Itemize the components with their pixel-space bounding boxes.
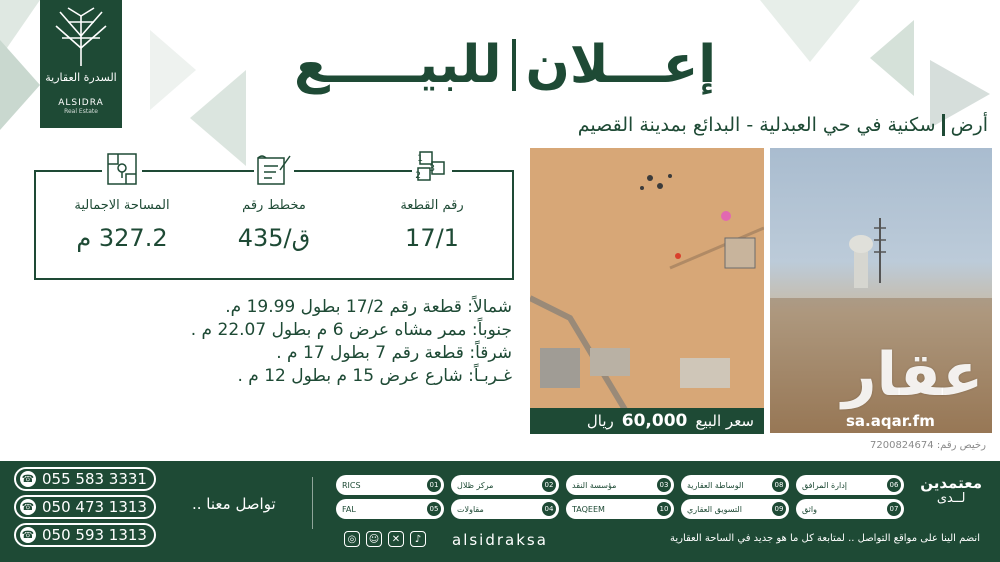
license-label: رخيص رقم:	[936, 440, 986, 451]
border-west: غـربـاً: شارع عرض 15 م بطول 12 م .	[237, 366, 512, 386]
decor-triangle	[870, 20, 914, 96]
satellite-map	[530, 148, 764, 433]
badge-item: إدارة المرافق 06	[796, 475, 904, 495]
badge-item: FAL 05	[336, 499, 444, 519]
title-part-for-sale: للبيـــــع	[293, 35, 502, 95]
svg-text:1: 1	[417, 154, 423, 164]
decor-triangle	[0, 40, 40, 130]
price-banner	[530, 408, 764, 434]
subtitle-divider	[942, 114, 945, 136]
badge-item: مركز ظلال 02	[451, 475, 559, 495]
badge-item: واثق 07	[796, 499, 904, 519]
aqar-watermark: عقار	[842, 340, 984, 410]
spec-label: مخطط رقم	[242, 198, 306, 213]
phone-number[interactable]: ☎ 050 473 1313	[14, 495, 156, 519]
license-number	[870, 440, 986, 451]
border-south: جنوباً: ممر مشاه عرض 6 م بطول 22.07 م .	[190, 320, 512, 340]
plot-numbers-icon	[412, 150, 452, 190]
phone-icon: ☎	[20, 527, 36, 543]
phone-number[interactable]: ☎ 050 593 1313	[14, 523, 156, 547]
badge-item: مؤسسة النقد 03	[566, 475, 674, 495]
social-handle[interactable]: alsidraksa	[452, 531, 548, 549]
spec-plot-number	[362, 154, 502, 282]
price-amount: 60,000	[621, 411, 688, 431]
decor-triangle	[190, 70, 246, 166]
footer-divider	[312, 477, 313, 529]
phone-number[interactable]: ☎ 055 583 3331	[14, 467, 156, 491]
spec-label: المساحة الاجمالية	[74, 198, 170, 213]
x-icon[interactable]: ✕	[388, 531, 404, 547]
location-pin-icon	[675, 253, 681, 259]
join-text: انضم الينا على مواقع التواصل .. لمتابعة كل ما هو جديد في الساحة العقارية	[669, 533, 980, 544]
price-currency: ريال	[586, 412, 614, 430]
badge-item: RICS 01	[336, 475, 444, 495]
svg-text:2: 2	[415, 171, 421, 181]
logo-tagline: Real Estate	[64, 108, 98, 115]
sidra-tree-icon	[48, 6, 114, 66]
property-location: سكنية في حي العبدلية - البدائع بمدينة القصيم	[577, 114, 936, 136]
blueprint-icon	[254, 150, 294, 190]
badge-item: TAQEEM 10	[566, 499, 674, 519]
decor-triangle	[760, 0, 860, 62]
phone-list	[14, 467, 156, 551]
footer	[0, 461, 1000, 562]
badge-item: مقاولات 04	[451, 499, 559, 519]
badge-item: التسويق العقاري 09	[681, 499, 789, 519]
badge-item: الوساطة العقارية 08	[681, 475, 789, 495]
contact-label: تواصل معنا ..	[192, 495, 276, 513]
phone-icon: ☎	[20, 499, 36, 515]
listing-subtitle	[578, 114, 988, 136]
accreditation-badges	[336, 475, 902, 519]
aqar-watermark-site: sa.aqar.fm	[846, 412, 935, 430]
instagram-icon[interactable]: ◎	[344, 531, 360, 547]
company-logo	[40, 0, 122, 128]
phone-icon: ☎	[20, 471, 36, 487]
title-part-announcement: إعـــلان	[525, 35, 717, 95]
license-value: 7200824674	[870, 440, 934, 451]
spec-total-area	[52, 172, 192, 282]
border-north: شمالاً: قطعة رقم 17/2 بطول 19.99 م.	[225, 297, 512, 317]
spec-label: رقم القطعة	[400, 198, 464, 213]
snapchat-icon[interactable]: ☺	[366, 531, 382, 547]
social-links	[344, 531, 426, 547]
area-map-icon	[102, 150, 142, 190]
spec-plan-number	[204, 172, 344, 282]
spec-value: 17/1	[405, 224, 459, 252]
property-type: أرض	[950, 114, 988, 136]
spec-value: 327.2 م	[76, 224, 168, 252]
border-east: شرقاً: قطعة رقم 7 بطول 17 م .	[276, 343, 512, 363]
accredited-with: معتمدين لــدى	[920, 474, 982, 506]
spec-value: ق/435	[237, 224, 311, 252]
specs-box	[34, 154, 514, 280]
svg-text:3: 3	[429, 164, 435, 174]
title-divider	[512, 39, 516, 91]
logo-name-en: ALSIDRA	[58, 98, 104, 108]
plot-borders	[72, 296, 512, 388]
price-label: سعر البيع	[695, 412, 754, 430]
tiktok-icon[interactable]: ♪	[410, 531, 426, 547]
page-title	[290, 30, 720, 100]
logo-name-ar: السدرة العقارية	[45, 71, 117, 84]
